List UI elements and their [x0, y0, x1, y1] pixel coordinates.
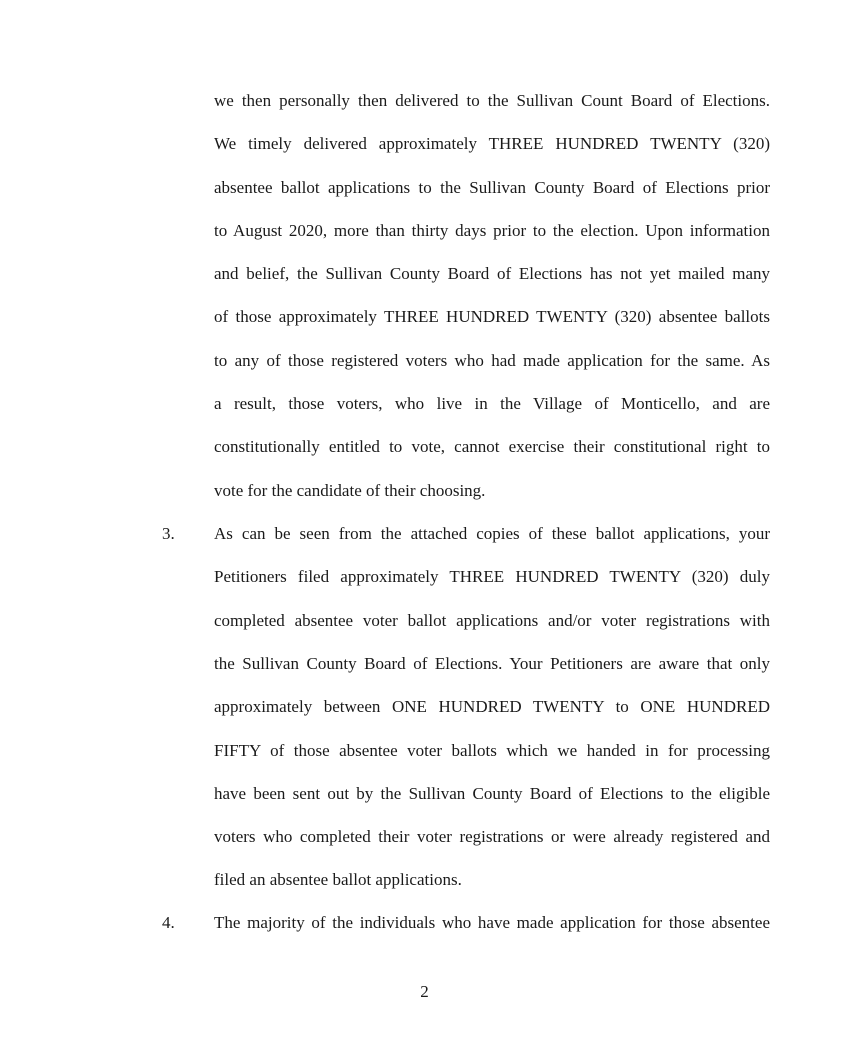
text-line: and belief, the Sullivan County Board of Elections has not yet mailed many: [214, 264, 770, 283]
text-line: to any of those registered voters who had made application for the same. As: [214, 351, 770, 370]
text-line: completed absentee voter ballot applications and/or voter registrations with: [214, 611, 770, 630]
text-line: The majority of the individuals who have made application for those absentee: [214, 913, 770, 932]
text-line: We timely delivered approximately THREE HUNDRED TWENTY (320): [214, 134, 770, 153]
paragraph-number: 4.: [162, 913, 175, 932]
text-line: of those approximately THREE HUNDRED TWENTY (320) absentee ballots: [214, 307, 770, 326]
text-line: approximately between ONE HUNDRED TWENTY to ONE HUNDRED: [214, 697, 770, 716]
text-line: have been sent out by the Sullivan County Board of Elections to the eligible: [214, 784, 770, 803]
text-line: constitutionally entitled to vote, cannot exercise their constitutional right to: [214, 437, 770, 456]
text-line: vote for the candidate of their choosing.: [214, 481, 486, 500]
text-line: voters who completed their voter registrations or were already registered and: [214, 827, 770, 846]
text-line: As can be seen from the attached copies of these ballot applications, your: [214, 524, 770, 543]
text-line: to August 2020, more than thirty days prior to the election. Upon information: [214, 221, 770, 240]
text-line: absentee ballot applications to the Sullivan County Board of Elections prior: [214, 178, 770, 197]
text-line: we then personally then delivered to the Sullivan Count Board of Elections.: [214, 91, 770, 110]
text-line: Petitioners filed approximately THREE HUNDRED TWENTY (320) duly: [214, 567, 770, 586]
text-line: the Sullivan County Board of Elections. Your Petitioners are aware that only: [214, 654, 770, 673]
text-line: filed an absentee ballot applications.: [214, 870, 462, 889]
text-line: FIFTY of those absentee voter ballots which we handed in for processing: [214, 741, 770, 760]
text-line: a result, those voters, who live in the Village of Monticello, and are: [214, 394, 770, 413]
page-number: 2: [420, 982, 429, 1001]
paragraph-number: 3.: [162, 524, 175, 543]
